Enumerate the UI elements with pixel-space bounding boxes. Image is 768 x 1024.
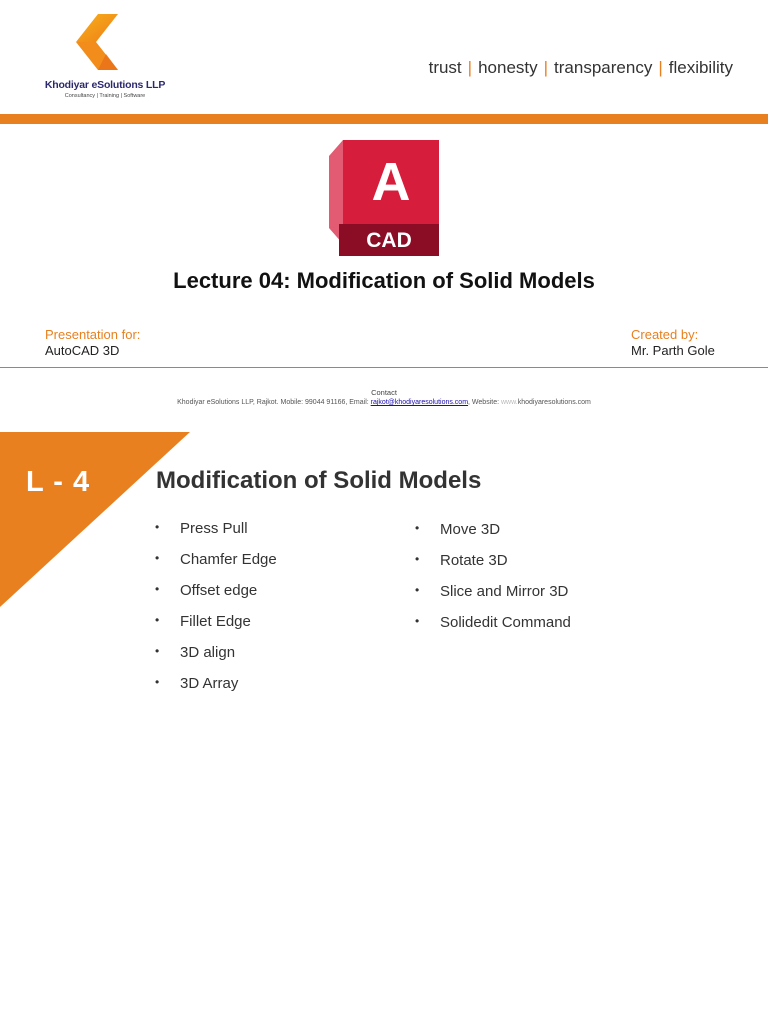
value-separator: | xyxy=(543,58,549,77)
topic-label: 3D align xyxy=(180,644,236,661)
value-separator: | xyxy=(467,58,473,77)
value-honesty: honesty xyxy=(478,58,538,77)
contact-email-link[interactable]: rajkot@khodiyaresolutions.com xyxy=(370,399,469,406)
contact-website-label: , Website: xyxy=(468,399,501,406)
lecture-title: Lecture 04: Modification of Solid Models xyxy=(173,268,595,293)
value-separator: | xyxy=(658,58,663,77)
bullet: • xyxy=(415,583,420,597)
list-item xyxy=(155,520,277,551)
bullet: • xyxy=(415,521,420,535)
autocad-icon xyxy=(329,140,439,256)
contact-website-prefix: www. xyxy=(500,399,518,406)
topic-label: Solidedit Command xyxy=(440,614,571,631)
topic-label: Slice and Mirror 3D xyxy=(440,583,569,600)
topic-label: Move 3D xyxy=(440,521,501,538)
company-values xyxy=(429,58,733,78)
topic-label: Press Pull xyxy=(180,520,248,537)
lesson-slide xyxy=(0,432,768,1024)
contact-prefix: Khodiyar eSolutions LLP, Rajkot. Mobile: 99044 91166, Email: xyxy=(177,399,371,406)
footer-divider xyxy=(0,367,768,368)
topic-label: Fillet Edge xyxy=(180,613,251,630)
list-item xyxy=(155,613,277,644)
company-name: Khodiyar eSolutions LLP xyxy=(44,79,166,91)
bullet: • xyxy=(415,614,420,628)
lesson-code: L - 4 xyxy=(26,466,91,498)
list-item xyxy=(415,583,571,614)
topic-label: 3D Array xyxy=(180,675,239,692)
contact-details xyxy=(0,399,768,406)
bullet: • xyxy=(155,582,160,596)
created-by-value: Mr. Parth Gole xyxy=(631,343,715,358)
topic-label: Offset edge xyxy=(180,582,258,599)
list-item xyxy=(155,644,277,675)
contact-website[interactable]: khodiyaresolutions.com xyxy=(517,399,591,406)
section-title: Modification of Solid Models xyxy=(156,467,482,494)
list-item xyxy=(415,521,571,552)
list-item xyxy=(155,551,277,582)
header-divider-band xyxy=(0,114,768,124)
value-flexibility: flexibility xyxy=(668,58,733,77)
list-item xyxy=(415,552,571,583)
bullet: • xyxy=(155,613,160,627)
autocad-icon-letter: A xyxy=(371,152,411,212)
created-by-label: Created by: xyxy=(631,327,699,342)
topic-label: Chamfer Edge xyxy=(180,551,277,568)
presentation-for-value: AutoCAD 3D xyxy=(45,343,120,358)
topics-right-list xyxy=(415,521,571,645)
company-tagline: Consultancy | Training | Software xyxy=(64,93,146,99)
list-item xyxy=(415,614,571,645)
presentation-for-label: Presentation for: xyxy=(45,327,141,342)
autocad-icon-caption: CAD xyxy=(366,229,412,252)
value-trust: trust xyxy=(428,58,462,77)
list-item xyxy=(155,582,277,613)
topic-label: Rotate 3D xyxy=(440,552,508,569)
list-item xyxy=(155,675,277,706)
bullet: • xyxy=(155,551,160,565)
bullet: • xyxy=(155,644,160,658)
contact-label: Contact xyxy=(371,388,397,397)
company-logo xyxy=(37,0,173,110)
bullet: • xyxy=(415,552,420,566)
topics-left-list xyxy=(155,520,277,706)
k-chevron-logo-icon xyxy=(76,14,132,70)
value-transparency: transparency xyxy=(554,58,653,77)
bullet: • xyxy=(155,520,160,534)
cover-slide xyxy=(0,0,768,432)
bullet: • xyxy=(155,675,160,689)
